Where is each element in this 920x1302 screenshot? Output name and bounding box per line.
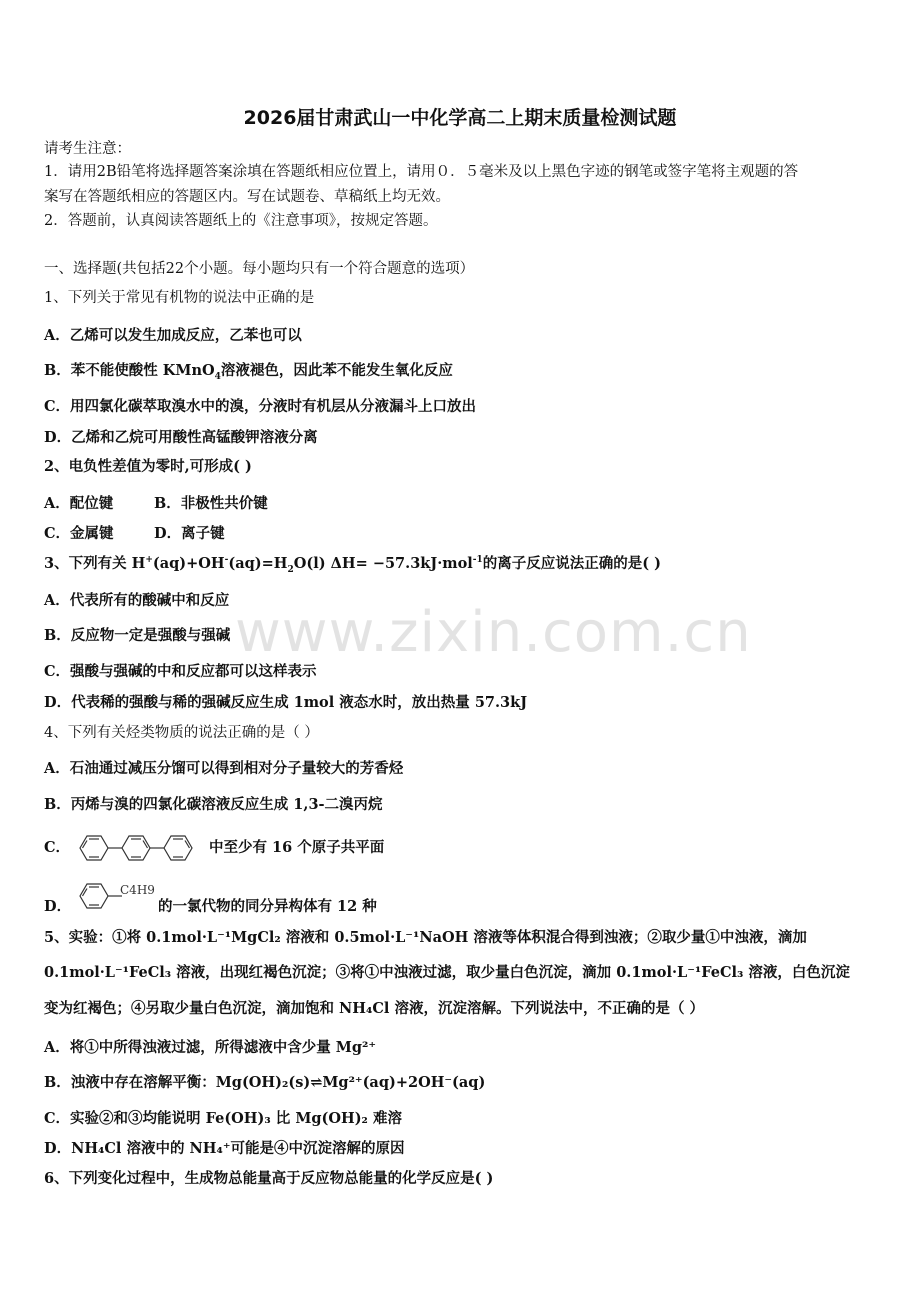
question-5-option-c: C．实验②和③均能说明 Fe(OH)₃ 比 Mg(OH)₂ 难溶	[44, 1110, 402, 1127]
question-4-option-c-text: 中至少有 16 个原子共平面	[209, 839, 385, 856]
question-1-option-a: A．乙烯可以发生加成反应，乙苯也可以	[44, 327, 302, 344]
notice-heading: 请考生注意：	[44, 141, 131, 157]
question-2-option-a: A．配位键	[44, 495, 114, 512]
page-title: 2026届甘肃武山一中化学高二上期末质量检测试题	[243, 107, 677, 129]
question-4-stem: 4、下列有关烃类物质的说法正确的是（ ）	[44, 725, 319, 741]
question-2-option-d: D．离子键	[154, 525, 225, 542]
question-3-option-d: D．代表稀的强酸与稀的强碱反应生成 1mol 液态水时，放出热量 57.3kJ	[44, 694, 528, 711]
notice-line-2: 2．答题前，认真阅读答题纸上的《注意事项》，按规定答题。	[44, 213, 438, 229]
question-4-option-b: B．丙烯与溴的四氯化碳溶液反应生成 1,3-二溴丙烷	[44, 796, 383, 813]
question-5-option-b: B．浊液中存在溶解平衡：Mg(OH)₂(s)⇌Mg²⁺(aq)+2OH⁻(aq)	[44, 1074, 486, 1091]
terphenyl-structure	[74, 828, 208, 868]
question-1-option-d: D．乙烯和乙烷可用酸性高锰酸钾溶液分离	[44, 429, 318, 446]
question-5-option-a: A．将①中所得浊液过滤，所得滤液中含少量 Mg²⁺	[44, 1039, 376, 1056]
question-3-stem: 3、下列有关 $H^+(aq)+OH^-(aq)=H_2O(l)$ ΔH= −57.3kJ·mol$^{-1}$的离子反应说法正确的是( )	[44, 555, 662, 575]
question-5-line-3: 变为红褐色；④另取少量白色沉淀，滴加饱和 NH₄Cl 溶液，沉淀溶解。下列说法中，不正确的是（ ）	[44, 1000, 704, 1017]
question-5-option-d: D．NH₄Cl 溶液中的 NH₄⁺可能是④中沉淀溶解的原因	[44, 1140, 405, 1157]
question-1-stem: 1、下列关于常见有机物的说法中正确的是	[44, 290, 315, 306]
watermark: www.zixin.com.cn	[235, 600, 752, 665]
question-1-option-b: B．苯不能使酸性 KMnO$_4$溶液褪色，因此苯不能发生氧化反应	[44, 362, 453, 382]
question-4-option-a: A．石油通过减压分馏可以得到相对分子量较大的芳香烃	[44, 760, 404, 777]
question-6-stem: 6、下列变化过程中，生成物总能量高于反应物总能量的化学反应是( )	[44, 1170, 494, 1187]
question-3-option-a: A．代表所有的酸碱中和反应	[44, 592, 230, 609]
question-4-option-c-label: C．	[44, 839, 71, 856]
question-5-line-1: 5、实验：①将 0.1mol·L⁻¹MgCl₂ 溶液和 0.5mol·L⁻¹NaOH 溶液等体积混合得到浊液；②取少量①中浊液，滴加	[44, 929, 807, 946]
question-3-option-c: C．强酸与强碱的中和反应都可以这样表示	[44, 663, 317, 680]
question-1-option-c: C．用四氯化碳萃取溴水中的溴，分液时有机层从分液漏斗上口放出	[44, 398, 477, 415]
notice-line-1b: 案写在答题纸相应的答题区内。写在试题卷、草稿纸上均无效。	[44, 189, 450, 205]
question-4-option-d-label: D．	[44, 898, 72, 915]
section-heading: 一、选择题(共包括22个小题。每小题均只有一个符合题意的选项）	[44, 261, 475, 277]
question-4-option-d-text: 的一氯代物的同分异构体有 12 种	[158, 898, 377, 915]
question-5-line-2: 0.1mol·L⁻¹FeCl₃ 溶液，出现红褐色沉淀；③将①中浊液过滤，取少量白色沉淀，滴加 0.1mol·L⁻¹FeCl₃ 溶液，白色沉淀	[44, 964, 850, 981]
notice-line-1a: 1．请用2B铅笔将选择题答案涂填在答题纸相应位置上，请用０．５毫米及以上黑色字迹的钢笔或签字笔将主观题的答	[44, 164, 799, 180]
question-2-option-c: C．金属键	[44, 525, 114, 542]
question-2-option-b: B．非极性共价键	[154, 495, 268, 512]
butyl-group-label: C4H9	[120, 883, 155, 897]
question-2-stem: 2、电负性差值为零时,可形成( )	[44, 458, 252, 475]
question-3-option-b: B．反应物一定是强酸与强碱	[44, 627, 231, 644]
